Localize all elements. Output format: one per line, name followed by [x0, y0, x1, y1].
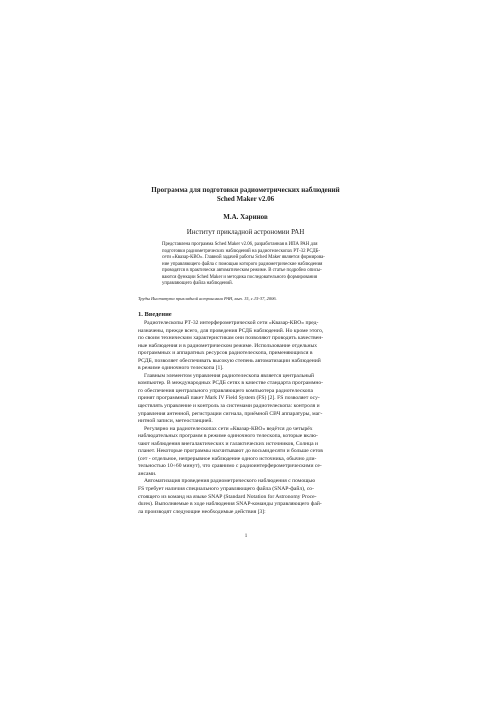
abstract-line: сети «Квазар-КВО». Главной задачей работы Sched Maker является формирова-: [162, 255, 325, 260]
abstract-line: ние управляющего файла с помощью которого радиометрические наблюдения: [162, 261, 323, 267]
page-number: 1: [244, 534, 248, 539]
abstract-line: проводятся в практически автоматическом режиме. В статье подробно описы-: [162, 268, 322, 273]
body-line: чают наблюдения внегалактических и галактических источников, Солнца и: [138, 440, 318, 447]
body-line: ществлять управление и контроль за системами радиотелескопа: контроля и: [138, 403, 320, 410]
body-line: наблюдательных программ в режиме одиночного телескопа, которые вклю-: [138, 433, 318, 440]
body-line: ла производят следующие необходимые действия [3]:: [138, 508, 266, 515]
body-line: Автоматизация проведения радиометрического наблюдения с помощью: [144, 478, 316, 485]
body-line: (сет - отдельное, непрерывное наблюдение одного источника, обычно дли-: [138, 455, 317, 462]
body-line: планет. Некоторые программы насчитывают до восьмидесяти и больше сетов: [138, 448, 323, 455]
abstract-line: управляющего файла наблюдений.: [162, 281, 233, 286]
body-line: го обеспечения центрального управляющего компьютера радиотелескопа: [138, 387, 314, 394]
paper-title: [70, 186, 421, 204]
body-line: Регулярно на радиотелескопах сети «Квазар-КВО» ведётся до четырёх: [144, 425, 313, 432]
body-line: принят программный пакет Mark IV Field System (FS) [2]. FS позволяет осу-: [138, 395, 320, 402]
body-line: Главным элементом управления радиотелескопа является центральный: [144, 372, 315, 379]
author-affiliation: Институт прикладной астрономии РАН: [186, 228, 305, 236]
section-heading: 1. Введение: [138, 311, 172, 318]
body-line: тельностью 10÷60 минут), что сравнимо с радиоинтерферометрическими се-: [138, 463, 322, 470]
body-line: ные наблюдения и в радиометрическом режиме. Использование отдельных: [138, 342, 318, 349]
abstract-line: ваются функции Sched Maker и методика последовательного формирования: [162, 274, 318, 280]
abstract: [162, 242, 330, 288]
body-line: dures). Выполняемые в ходе наблюдения SNAP-команды управляющего фай-: [138, 501, 322, 508]
body-line: управления антенной, регистрации сигнала, приёмной СВЧ аппаратуры, маг-: [138, 410, 323, 417]
body-text: [138, 320, 358, 516]
body-line: Радиотелескопы РТ-32 интерферометрической сети «Квазар-КВО» пред-: [144, 320, 319, 326]
body-line: РСДБ, позволяет обеспечивать высокую степень автоматизации наблюдений: [138, 357, 321, 364]
source-citation: Труды Института прикладной астрономии РАН, вып. 15, с.15-37, 2006.: [138, 296, 277, 301]
body-line: компьютер. В международных РСДБ сетях в качестве стандарта программно-: [138, 380, 324, 387]
title-line: Программа для подготовки радиометрических наблюдений: [151, 186, 340, 194]
body-line: по своим техническим характеристикам они позволяют проводить качествен-: [138, 335, 324, 342]
body-line: ансами.: [138, 470, 157, 477]
author-name: М.А. Харинов: [223, 213, 268, 221]
body-line: программных и аппаратных ресурсов радиотелескопа, применяющихся в: [138, 350, 313, 357]
body-line: стоящего из команд на языке SNAP (Standard Notation for Astronomy Proce-: [138, 493, 317, 500]
abstract-line: Представлена программа Sched Maker v2.06, разработанная в ИПА РАН для: [162, 242, 318, 247]
body-line: в режиме одиночного телескопа [1].: [138, 365, 224, 372]
body-line: нитной записи, метеостанцией.: [138, 418, 213, 425]
abstract-line: подготовки радиометрических наблюдений на радиотелескопах РТ-32 РСДБ-: [162, 248, 320, 254]
title-line: Sched Maker v2.06: [216, 195, 275, 203]
body-line: FS требует наличия специального управляющего файла (SNAP-файл), со-: [138, 486, 314, 493]
body-line: назначены, прежде всего, для проведения РСДБ наблюдений. Но кроме этого,: [138, 327, 324, 334]
